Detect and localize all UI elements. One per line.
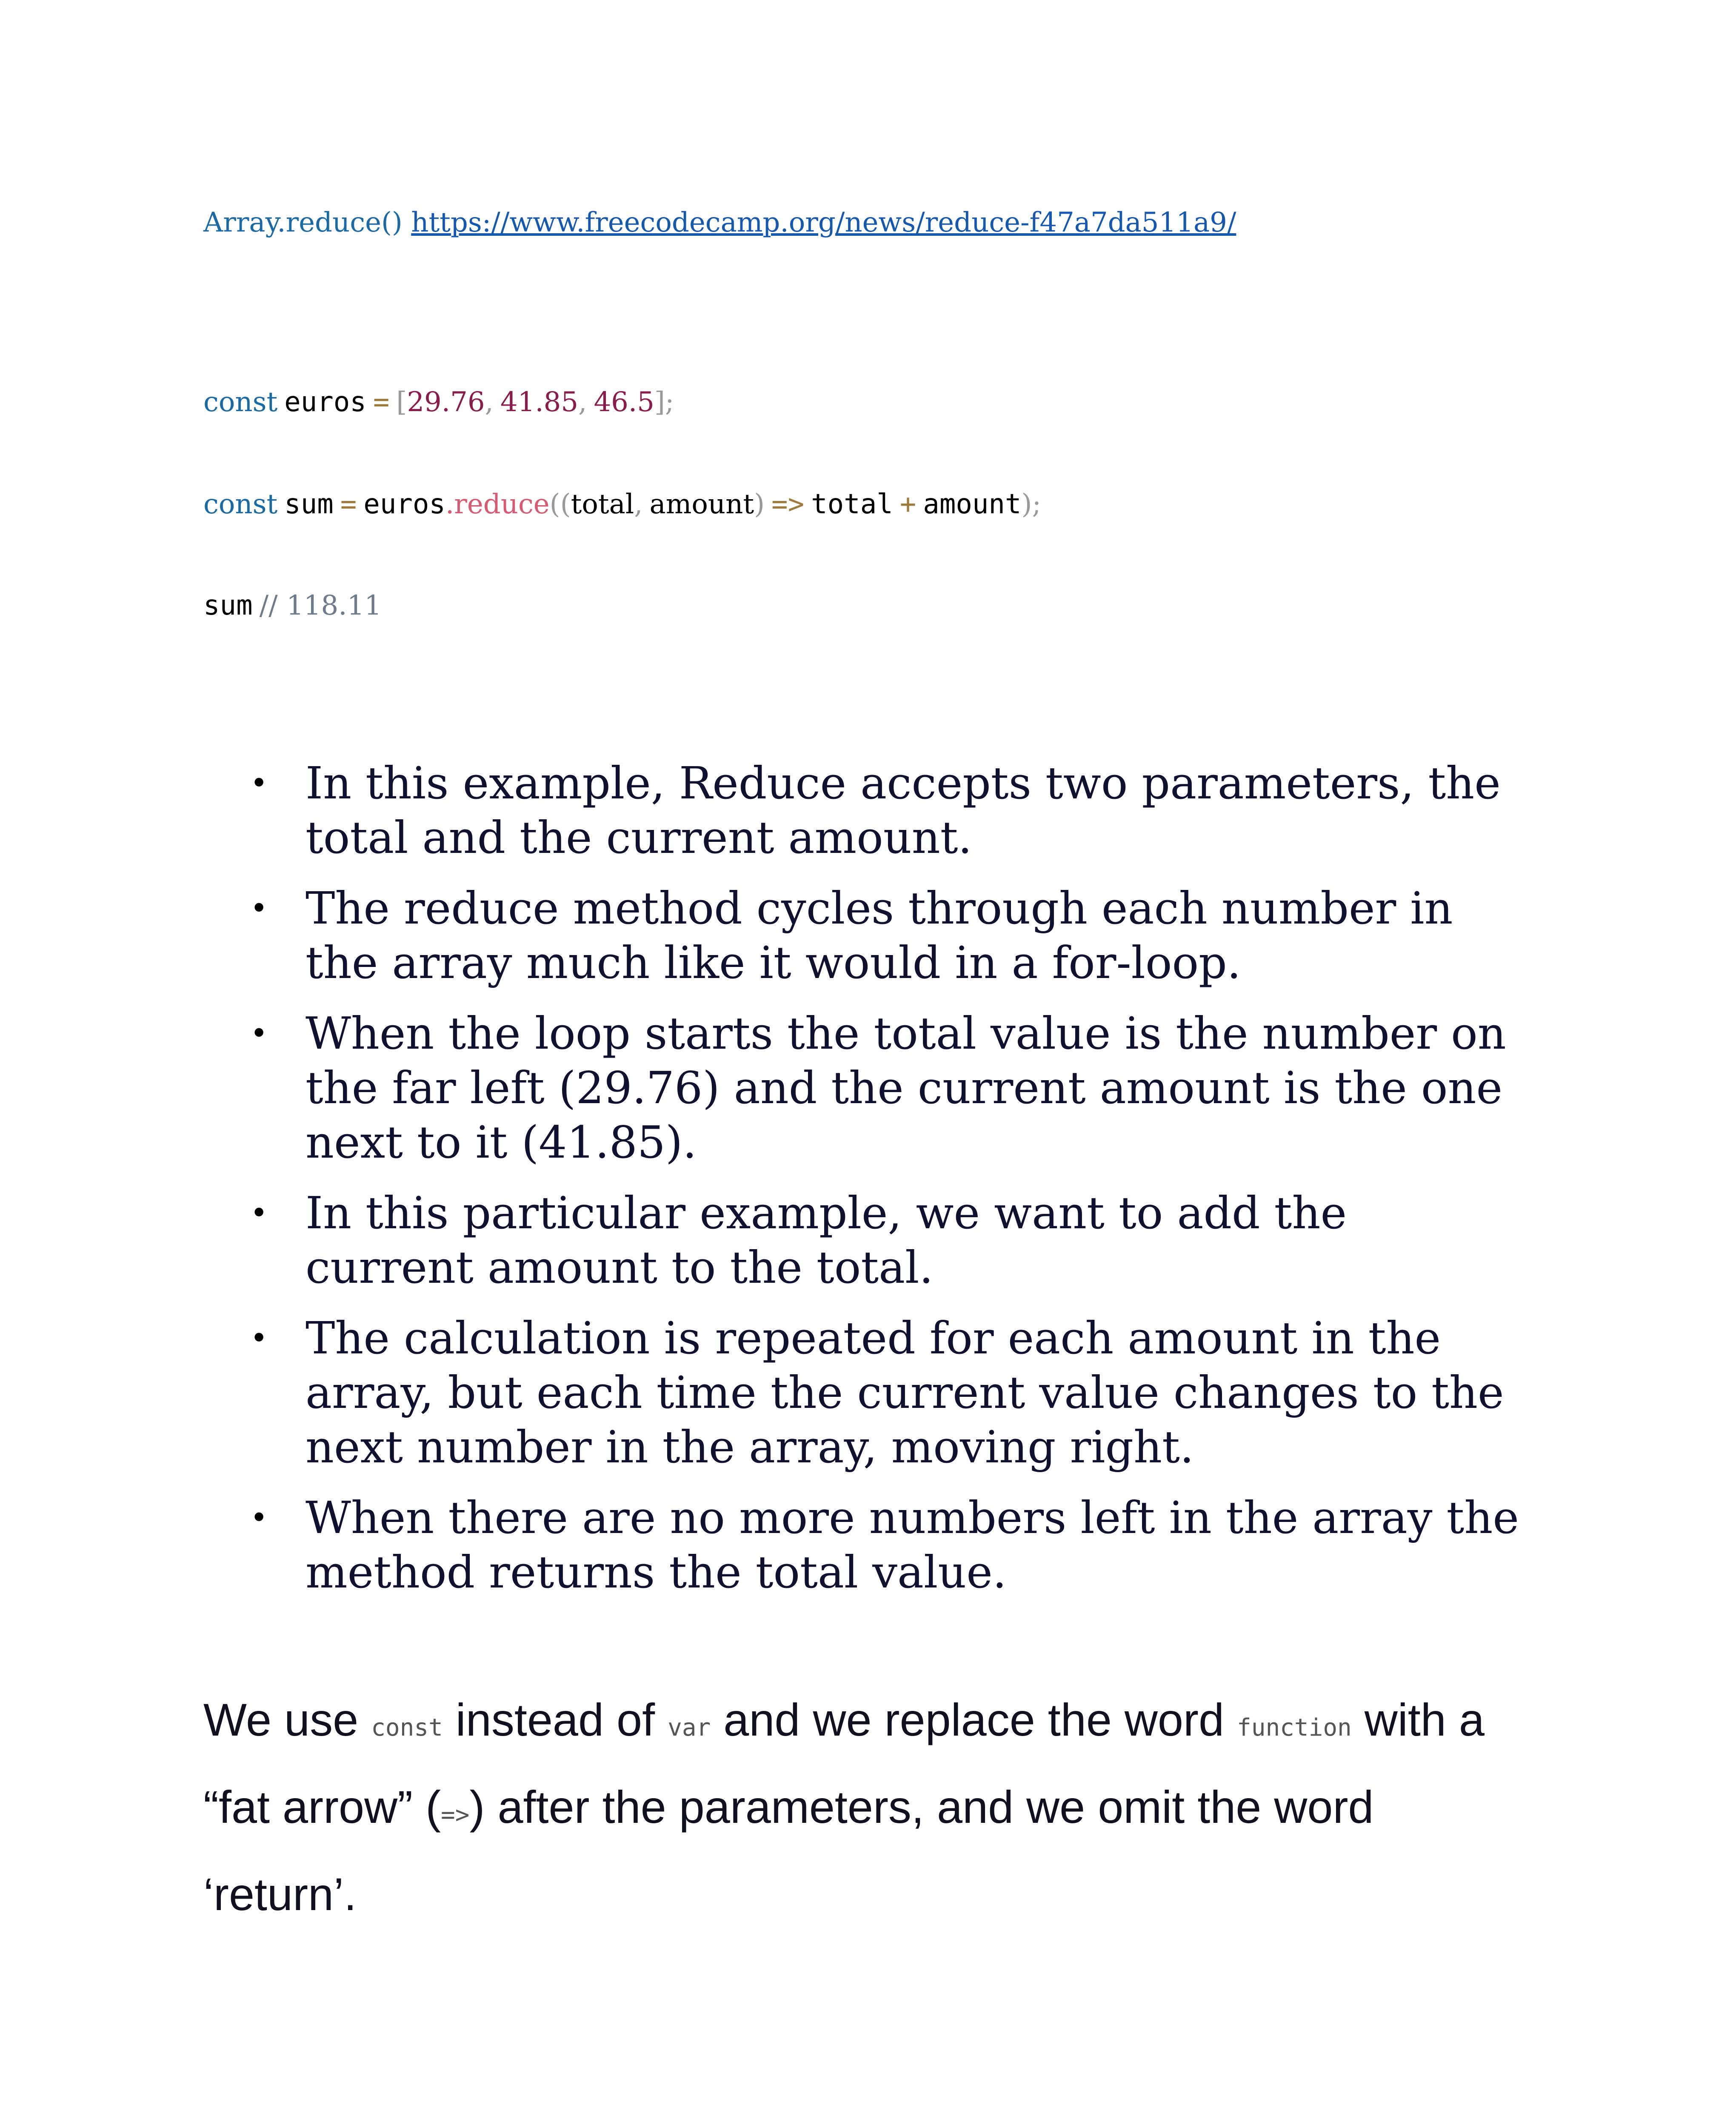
reference-link[interactable]: https://www.freecodecamp.org/news/reduce-f47a7da511a9/ [411, 207, 1236, 238]
reference-line [203, 203, 1236, 242]
inline-code-arrow: => [441, 1801, 470, 1829]
list-item [250, 1006, 1522, 1170]
list-item [250, 756, 1522, 865]
bullet-glyph: • [250, 1196, 268, 1230]
list-item-text: When there are no more numbers left in the array the method returns the total value. [306, 1492, 1519, 1598]
list-item-text: In this particular example, we want to add the current amount to the total. [306, 1187, 1347, 1293]
bullet-glyph: • [250, 766, 268, 801]
identifier-euros: euros [284, 386, 366, 418]
bracket-close: ]; [654, 386, 674, 418]
method-reduce: .reduce [445, 489, 550, 520]
list-item-text: The calculation is repeated for each amount in the array, but each time the current value changes to the next number in the array, moving right. [306, 1312, 1504, 1473]
paren-close: ) [754, 489, 765, 520]
inline-code-var: var [668, 1714, 711, 1742]
code-line-sum [203, 485, 1041, 523]
closing-text: instead of [443, 1694, 668, 1745]
param-amount: amount [649, 489, 754, 520]
list-item [250, 1186, 1522, 1295]
identifier-sum: sum [284, 489, 334, 520]
reference-title: Array.reduce() [203, 207, 403, 238]
identifier-amount: amount [923, 489, 1022, 520]
identifier-sum: sum [203, 590, 253, 621]
operator-equals: = [340, 489, 357, 520]
paren-open: (( [549, 489, 571, 520]
bullet-glyph: • [250, 1500, 268, 1535]
operator-equals: = [373, 386, 390, 418]
bracket-open: [ [396, 386, 407, 418]
comma: , [578, 386, 587, 418]
param-total: total [571, 489, 634, 520]
code-comment: // 118.11 [259, 590, 382, 621]
inline-code-const: const [371, 1714, 443, 1742]
inline-code-function: function [1237, 1714, 1352, 1742]
comma: , [634, 489, 643, 520]
number-literal: 41.85 [500, 386, 579, 418]
list-item [250, 881, 1522, 990]
statement-end: ); [1021, 489, 1041, 520]
list-item [250, 1311, 1522, 1474]
number-literal: 46.5 [594, 386, 654, 418]
list-item-text: When the loop starts the total value is the number on the far left (29.76) and the current amount is the one next to it (41.85). [306, 1007, 1506, 1168]
identifier-euros: euros [363, 489, 445, 520]
closing-paragraph [203, 1680, 1514, 1934]
bullet-list [250, 756, 1522, 1616]
comma: , [485, 386, 494, 418]
identifier-total: total [811, 489, 893, 520]
closing-text: and we replace the word [711, 1694, 1237, 1745]
bullet-glyph: • [250, 1016, 268, 1051]
list-item [250, 1490, 1522, 1599]
operator-plus: + [899, 489, 917, 520]
bullet-glyph: • [250, 1321, 268, 1356]
closing-text: ) after the parameters, and we omit the word ‘return’. [203, 1781, 1374, 1920]
closing-text: with a “fat arrow” ( [203, 1694, 1485, 1833]
keyword-const: const [203, 489, 278, 520]
operator-arrow: => [771, 489, 805, 520]
number-literal: 29.76 [407, 386, 485, 418]
list-item-text: In this example, Reduce accepts two parameters, the total and the current amount. [306, 757, 1501, 864]
closing-text: We use [203, 1694, 371, 1745]
bullet-glyph: • [250, 891, 268, 926]
list-item-text: The reduce method cycles through each number in the array much like it would in a for-loop. [306, 882, 1453, 989]
code-line-result [203, 586, 382, 625]
code-line-euros [203, 383, 674, 421]
keyword-const: const [203, 386, 278, 418]
